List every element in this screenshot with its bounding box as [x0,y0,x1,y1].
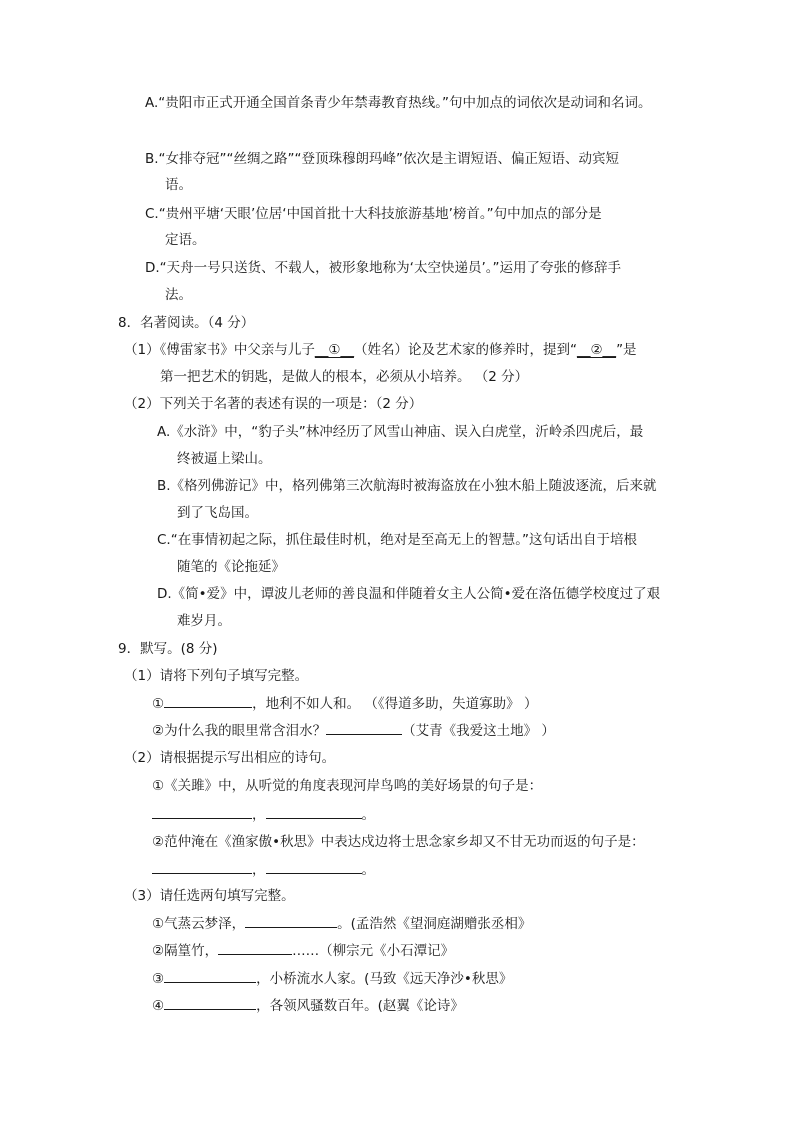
q8-blank-2[interactable]: __②__ [576,342,617,358]
q7-option-b-cont: 语。 [165,177,192,193]
q9-part2-item-1-answer [152,804,375,825]
item-text: ②隔篁竹， [152,943,219,959]
answer-blank[interactable] [245,913,337,928]
item-number: ① [152,696,165,712]
q7-option-d-cont: 法。 [165,287,192,303]
comma: ， [252,807,266,823]
q8-option-d-cont: 难岁月。 [177,613,231,629]
answer-blank[interactable] [218,940,292,955]
q9-title: 9．默写。(8 分) [118,641,218,657]
item-number: ④ [152,998,165,1014]
item-source: ……（柳宗元《小石潭记》 [292,943,455,959]
q9-part3-item-1 [152,913,531,934]
item-text: ，各领风骚数百年。(赵翼《论诗》 [256,998,464,1014]
q8-option-b-cont: 到了飞岛国。 [177,505,258,521]
item-text: ①气蒸云梦泽， [152,916,246,932]
q8-option-a: A.《水浒》中，“豹子头”林冲经历了风雪山神庙、误入白虎堂，沂岭杀四虎后，最 [157,424,644,440]
q7-option-c: C.“贵州平塘‘天眼’位居‘中国首批十大科技旅游基地’榜首。”句中加点的部分是 [145,206,602,222]
q8-part1-mid: （姓名）论及艺术家的修养时，提到“ [353,342,577,358]
q8-part1-cont: 第一把艺术的钥匙，是做人的根本，必须从小培养。 （2 分） [160,369,529,385]
q9-part3-item-3 [152,968,512,989]
q9-part1-item-2 [152,720,555,741]
q9-part2-title: （2）请根据提示写出相应的诗句。 [124,750,336,766]
item-source: （艾青《我爱这土地》 ） [402,723,555,739]
q8-part1 [124,340,637,360]
q9-part3-title: （3）请任选两句填写完整。 [124,888,295,904]
q8-part2-title: （2）下列关于名著的表述有误的一项是：（2 分） [124,396,423,412]
q8-part1-post: ”是 [616,342,637,358]
q8-blank-1[interactable]: __①__ [314,342,354,358]
q8-option-c-cont: 随笔的《论拖延》 [177,559,285,575]
q9-part1-item-1 [152,693,537,714]
q7-option-a: A.“贵阳市正式开通全国首条青少年禁毒教育热线。”句中加点的词依次是动词和名词。 [145,95,652,111]
answer-blank[interactable] [266,859,362,874]
answer-blank[interactable] [326,720,402,735]
comma: ， [252,862,266,878]
item-text: ②为什么我的眼里常含泪水？ [152,723,327,739]
q9-part2-item-2: ②范仲淹在《渔家傲•秋思》中表达戍边将士思念家乡却又不甘无功而返的句子是： [152,834,645,850]
answer-blank[interactable] [164,995,256,1010]
period: 。 [361,807,375,823]
item-text: ，小桥流水人家。(马致《远天净沙•秋思》 [256,971,513,987]
answer-blank[interactable] [266,804,362,819]
item-source: 。(孟浩然《望洞庭湖赠张丞相》 [337,916,532,932]
period: 。 [361,862,375,878]
q9-part2-item-2-answer [152,859,375,880]
q9-part3-item-2 [152,940,454,961]
q9-part2-item-1: ①《关雎》中，从听觉的角度表现河岸鸟鸣的美好场景的句子是： [152,778,543,794]
q7-option-c-cont: 定语。 [165,232,206,248]
answer-blank[interactable] [164,693,252,708]
answer-blank[interactable] [164,968,256,983]
q9-part3-item-4 [152,995,464,1016]
q9-part1-title: （1）请将下列句子填写完整。 [124,668,309,684]
q7-option-d: D.“天舟一号只送货、不载人，被形象地称为‘太空快递员’。”运用了夸张的修辞手 [145,260,622,276]
item-text: ，地利不如人和。 （《得道多助，失道寡助》 ） [252,696,538,712]
item-number: ③ [152,971,165,987]
answer-blank[interactable] [152,804,252,819]
q8-part1-pre: （1）《傅雷家书》中父亲与儿子 [124,342,315,358]
q8-option-b: B.《格列佛游记》中，格列佛第三次航海时被海盗放在小独木船上随波逐流，后来就 [157,478,657,494]
answer-blank[interactable] [152,859,252,874]
q8-option-c: C.“在事情初起之际，抓住最佳时机，绝对是至高无上的智慧。”这句话出自于培根 [157,532,637,548]
q8-option-a-cont: 终被逼上梁山。 [177,451,272,467]
q7-option-b: B.“女排夺冠”“丝绸之路”“登顶珠穆朗玛峰”依次是主谓短语、偏正短语、动宾短 [145,151,620,167]
q8-option-d: D.《简•爱》中，谭波儿老师的善良温和伴随着女主人公简•爱在洛伍德学校度过了艰 [157,586,661,602]
q8-title: 8．名著阅读。（4 分） [118,315,255,331]
